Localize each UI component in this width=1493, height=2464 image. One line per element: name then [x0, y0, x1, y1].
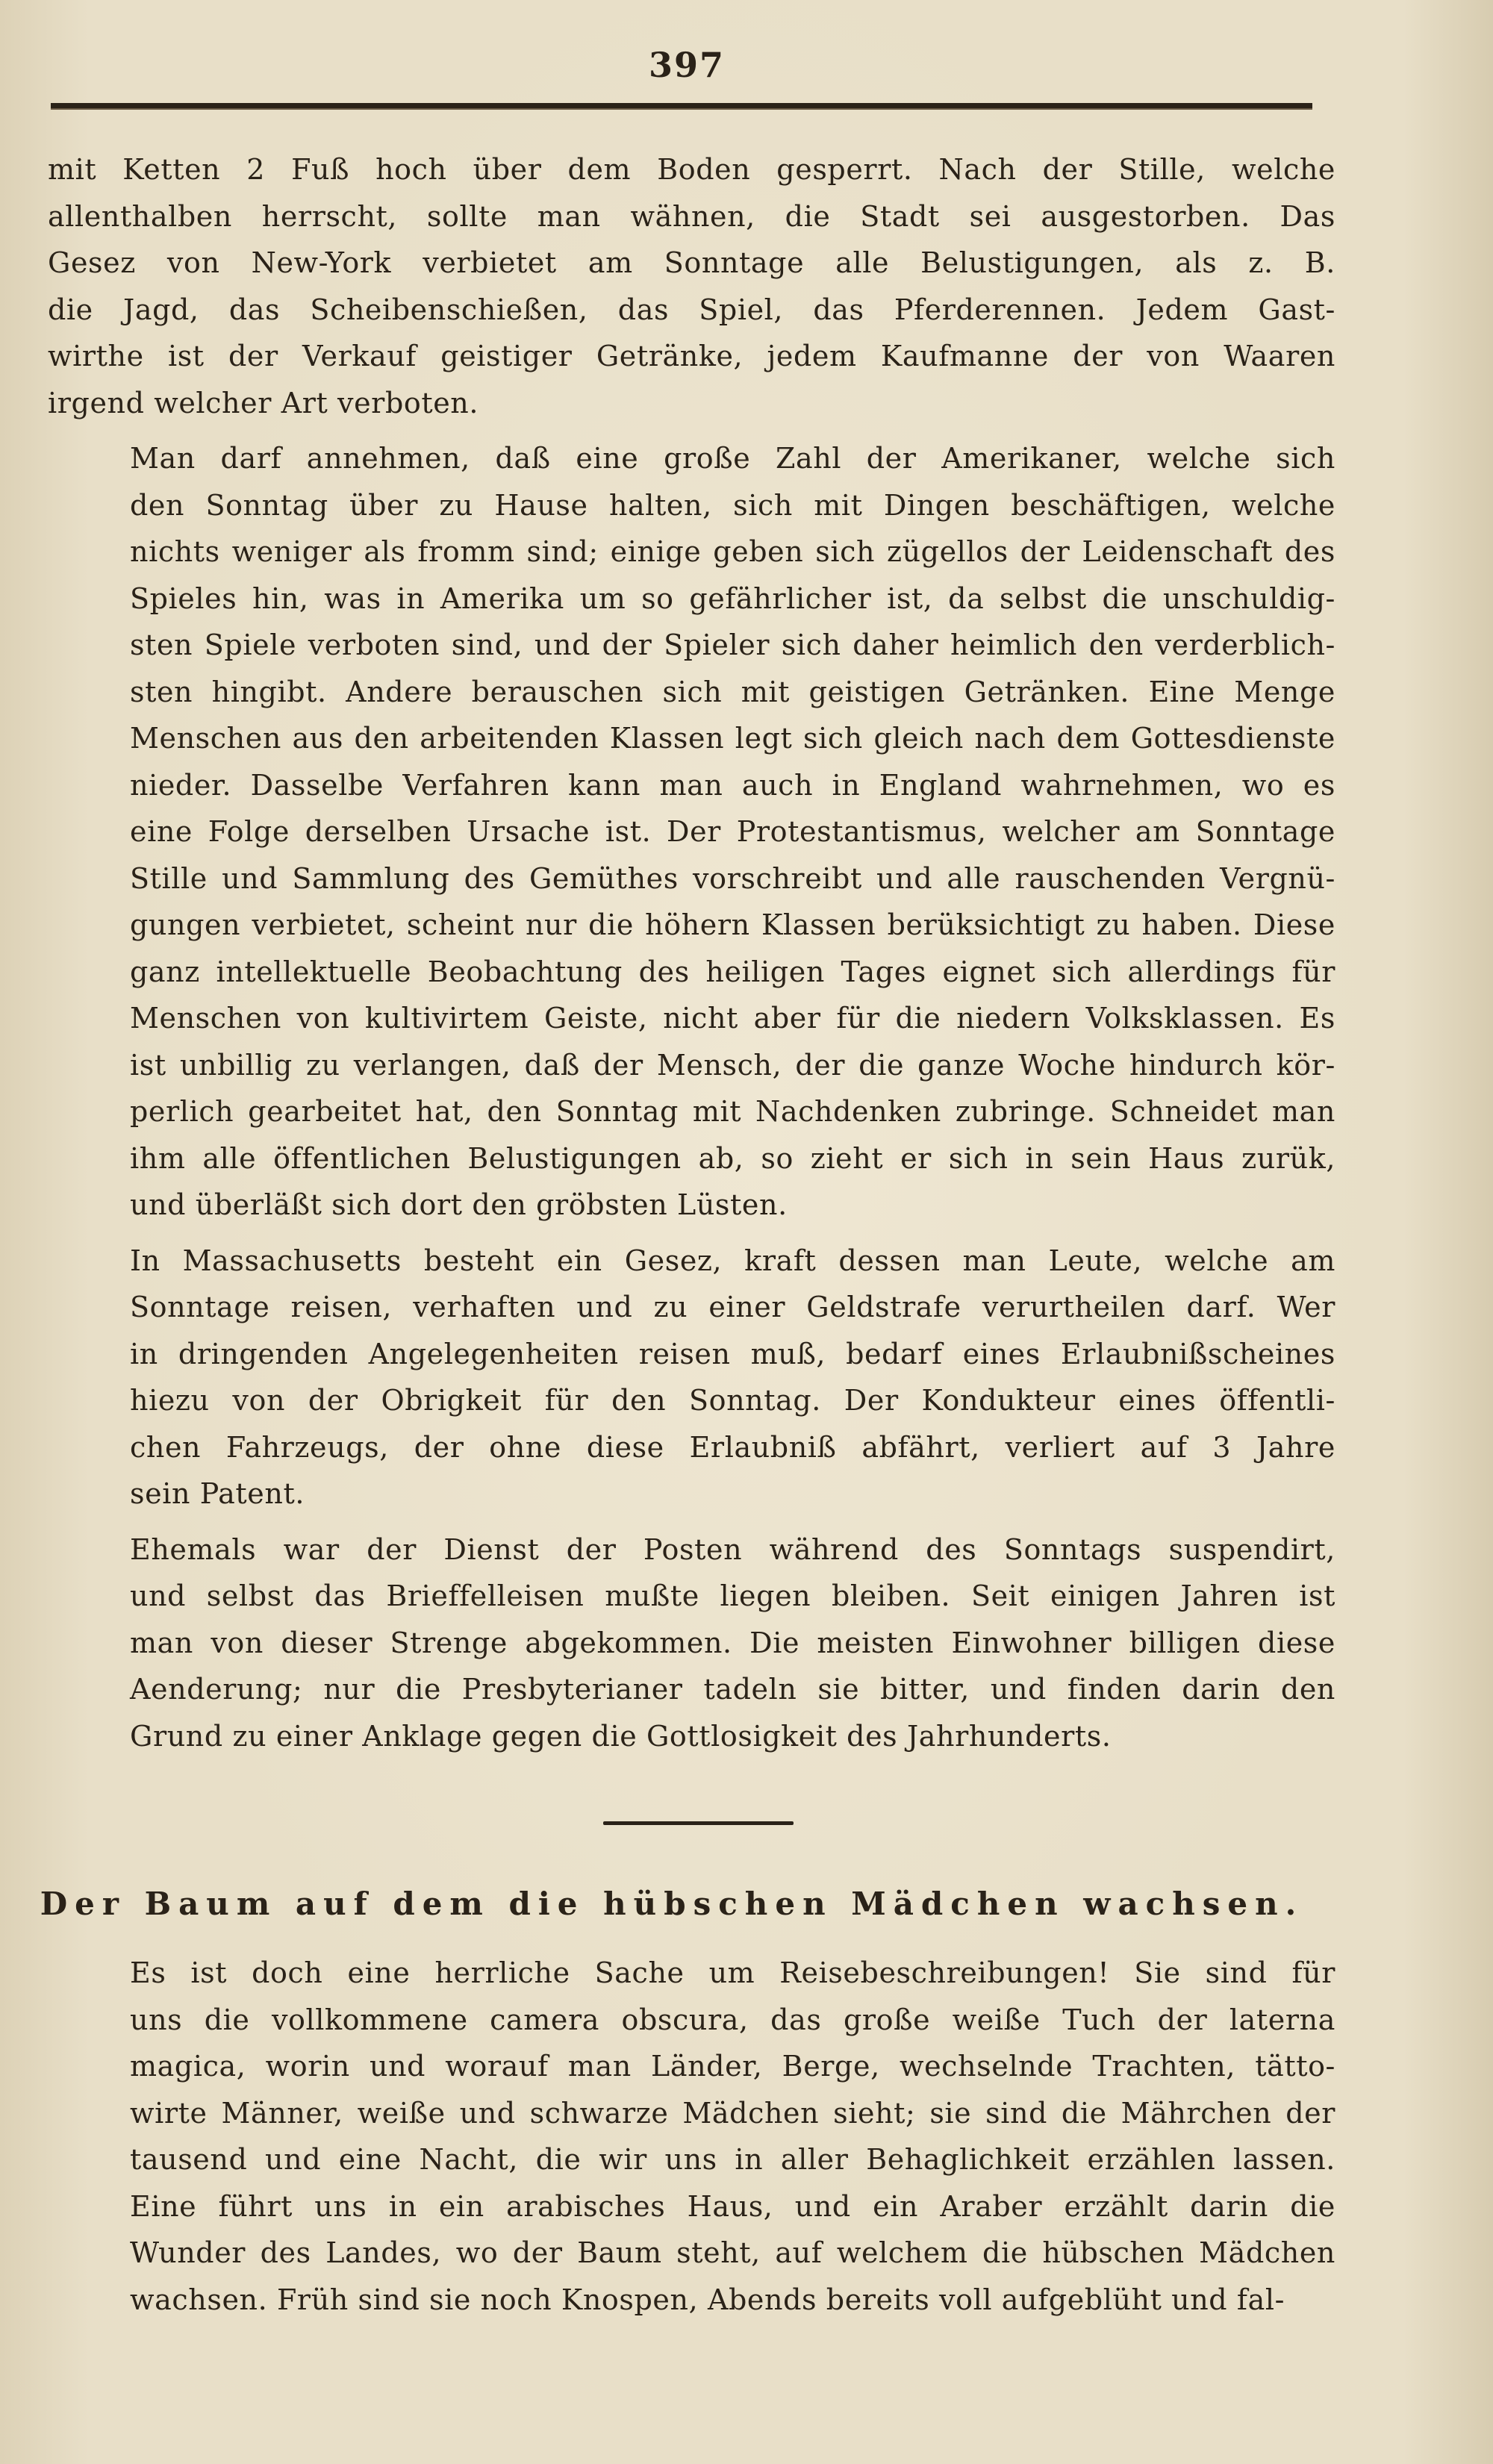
- article-tree-of-girls: [48, 1950, 1335, 2323]
- text-line: Es ist doch eine herrliche Sache um Reisebeschreibungen! Sie sind für: [130, 1956, 1335, 1989]
- text-line: tausend und eine Nacht, die wir uns in aller Behaglichkeit erzählen lassen.: [130, 2143, 1335, 2176]
- page-number: 397: [648, 45, 726, 85]
- text-line: sten Spiele verboten sind, und der Spieler sich daher heimlich den verderblich-: [130, 629, 1335, 661]
- text-line: Spieles hin, was in Amerika um so gefährlicher ist, da selbst die unschuldig-: [130, 581, 1335, 615]
- text-line: Menschen aus den arbeitenden Klassen legt sich gleich nach dem Gottesdienste: [130, 722, 1335, 755]
- text-line: Aenderung; nur die Presbyterianer tadeln sie bitter, und finden darin den: [130, 1673, 1335, 1706]
- text-line: und selbst das Brieffelleisen mußte liegen bleiben. Seit einigen Jahren ist: [130, 1579, 1335, 1612]
- text-line: Wunder des Landes, wo der Baum steht, auf welchem die hübschen Mädchen: [130, 2236, 1335, 2269]
- text-line: nieder. Dasselbe Verfahren kann man auch in England wahrnehmen, wo es: [130, 768, 1335, 802]
- text-line: Grund zu einer Anklage gegen die Gottlosigkeit des Jahrhunderts.: [130, 1719, 1112, 1753]
- paragraph-5: [48, 1950, 1335, 2323]
- text-line: sein Patent.: [130, 1477, 305, 1510]
- article-title: Der Baum auf dem die hübschen Mädchen wachsen.: [40, 1886, 1304, 1922]
- text-line: irgend welcher Art verboten.: [48, 386, 479, 419]
- text-line: und überläßt sich dort den gröbsten Lüsten.: [130, 1188, 788, 1221]
- text-line: In Massachusetts besteht ein Gesez, kraft dessen man Leute, welche am: [130, 1244, 1335, 1277]
- text-line: nichts weniger als fromm sind; einige geben sich zügellos der Leidenschaft des: [130, 535, 1335, 568]
- article-sunday-laws: [48, 146, 1335, 1759]
- text-line: den Sonntag über zu Hause halten, sich mit Dingen beschäftigen, welche: [130, 488, 1335, 522]
- text-line: sten hingibt. Andere berauschen sich mit geistigen Getränken. Eine Menge: [130, 675, 1335, 708]
- text-line: mit Ketten 2 Fuß hoch über dem Boden gesperrt. Nach der Stille, welche: [48, 153, 1335, 186]
- text-line: Gesez von New-York verbietet am Sonntage alle Belustigungen, als z. B.: [48, 246, 1335, 279]
- text-line: ganz intellektuelle Beobachtung des heiligen Tages eignet sich allerdings für: [130, 955, 1335, 988]
- text-line: eine Folge derselben Ursache ist. Der Protestantismus, welcher am Sonntage: [130, 815, 1335, 848]
- text-line: wirthe ist der Verkauf geistiger Getränke, jedem Kaufmanne der von Waaren: [48, 340, 1335, 372]
- section-divider: [603, 1821, 794, 1825]
- text-line: man von dieser Strenge abgekommen. Die meisten Einwohner billigen diese: [130, 1626, 1335, 1659]
- paragraph-2: [48, 435, 1335, 1229]
- text-line: die Jagd, das Scheibenschießen, das Spiel, das Pferderennen. Jedem Gast-: [48, 293, 1335, 326]
- text-line: wirte Männer, weiße und schwarze Mädchen sieht; sie sind die Mährchen der: [130, 2096, 1335, 2130]
- paragraph-3: [48, 1238, 1335, 1518]
- paragraph-4: [48, 1526, 1335, 1760]
- text-line: Eine führt uns in ein arabisches Haus, und ein Araber erzählt darin die: [130, 2189, 1335, 2223]
- paragraph-1: [48, 146, 1335, 426]
- text-line: chen Fahrzeugs, der ohne diese Erlaubniß abfährt, verliert auf 3 Jahre: [130, 1430, 1335, 1464]
- text-line: Stille und Sammlung des Gemüthes vorschreibt und alle rauschenden Vergnü-: [130, 861, 1335, 895]
- text-line: ist unbillig zu verlangen, daß der Mensch, der die ganze Woche hindurch kör-: [130, 1048, 1335, 1082]
- text-line: ihm alle öffentlichen Belustigungen ab, so zieht er sich in sein Haus zurük,: [130, 1141, 1335, 1175]
- text-line: wachsen. Früh sind sie noch Knospen, Abends bereits voll aufgeblüht und fal-: [130, 2283, 1285, 2316]
- text-line: Sonntage reisen, verhaften und zu einer Geldstrafe verurtheilen darf. Wer: [130, 1291, 1335, 1323]
- text-line: uns die vollkommene camera obscura, das große weiße Tuch der laterna: [130, 2003, 1335, 2036]
- text-line: allenthalben herrscht, sollte man wähnen, die Stadt sei ausgestorben. Das: [48, 199, 1335, 233]
- text-line: perlich gearbeitet hat, den Sonntag mit Nachdenken zubringe. Schneidet man: [130, 1095, 1335, 1128]
- text-line: Menschen von kultivirtem Geiste, nicht aber für die niedern Volksklassen. Es: [130, 1002, 1335, 1035]
- header-rule: [51, 103, 1312, 110]
- text-line: Man darf annehmen, daß eine große Zahl der Amerikaner, welche sich: [130, 442, 1335, 475]
- text-line: hiezu von der Obrigkeit für den Sonntag. Der Kondukteur eines öffentli-: [130, 1384, 1335, 1417]
- text-line: in dringenden Angelegenheiten reisen muß, bedarf eines Erlaubnißscheines: [130, 1337, 1335, 1370]
- text-line: Ehemals war der Dienst der Posten während des Sonntags suspendirt,: [130, 1532, 1335, 1566]
- text-line: magica, worin und worauf man Länder, Berge, wechselnde Trachten, tätto-: [130, 2050, 1335, 2083]
- text-line: gungen verbietet, scheint nur die höhern Klassen berüksichtigt zu haben. Diese: [130, 908, 1335, 941]
